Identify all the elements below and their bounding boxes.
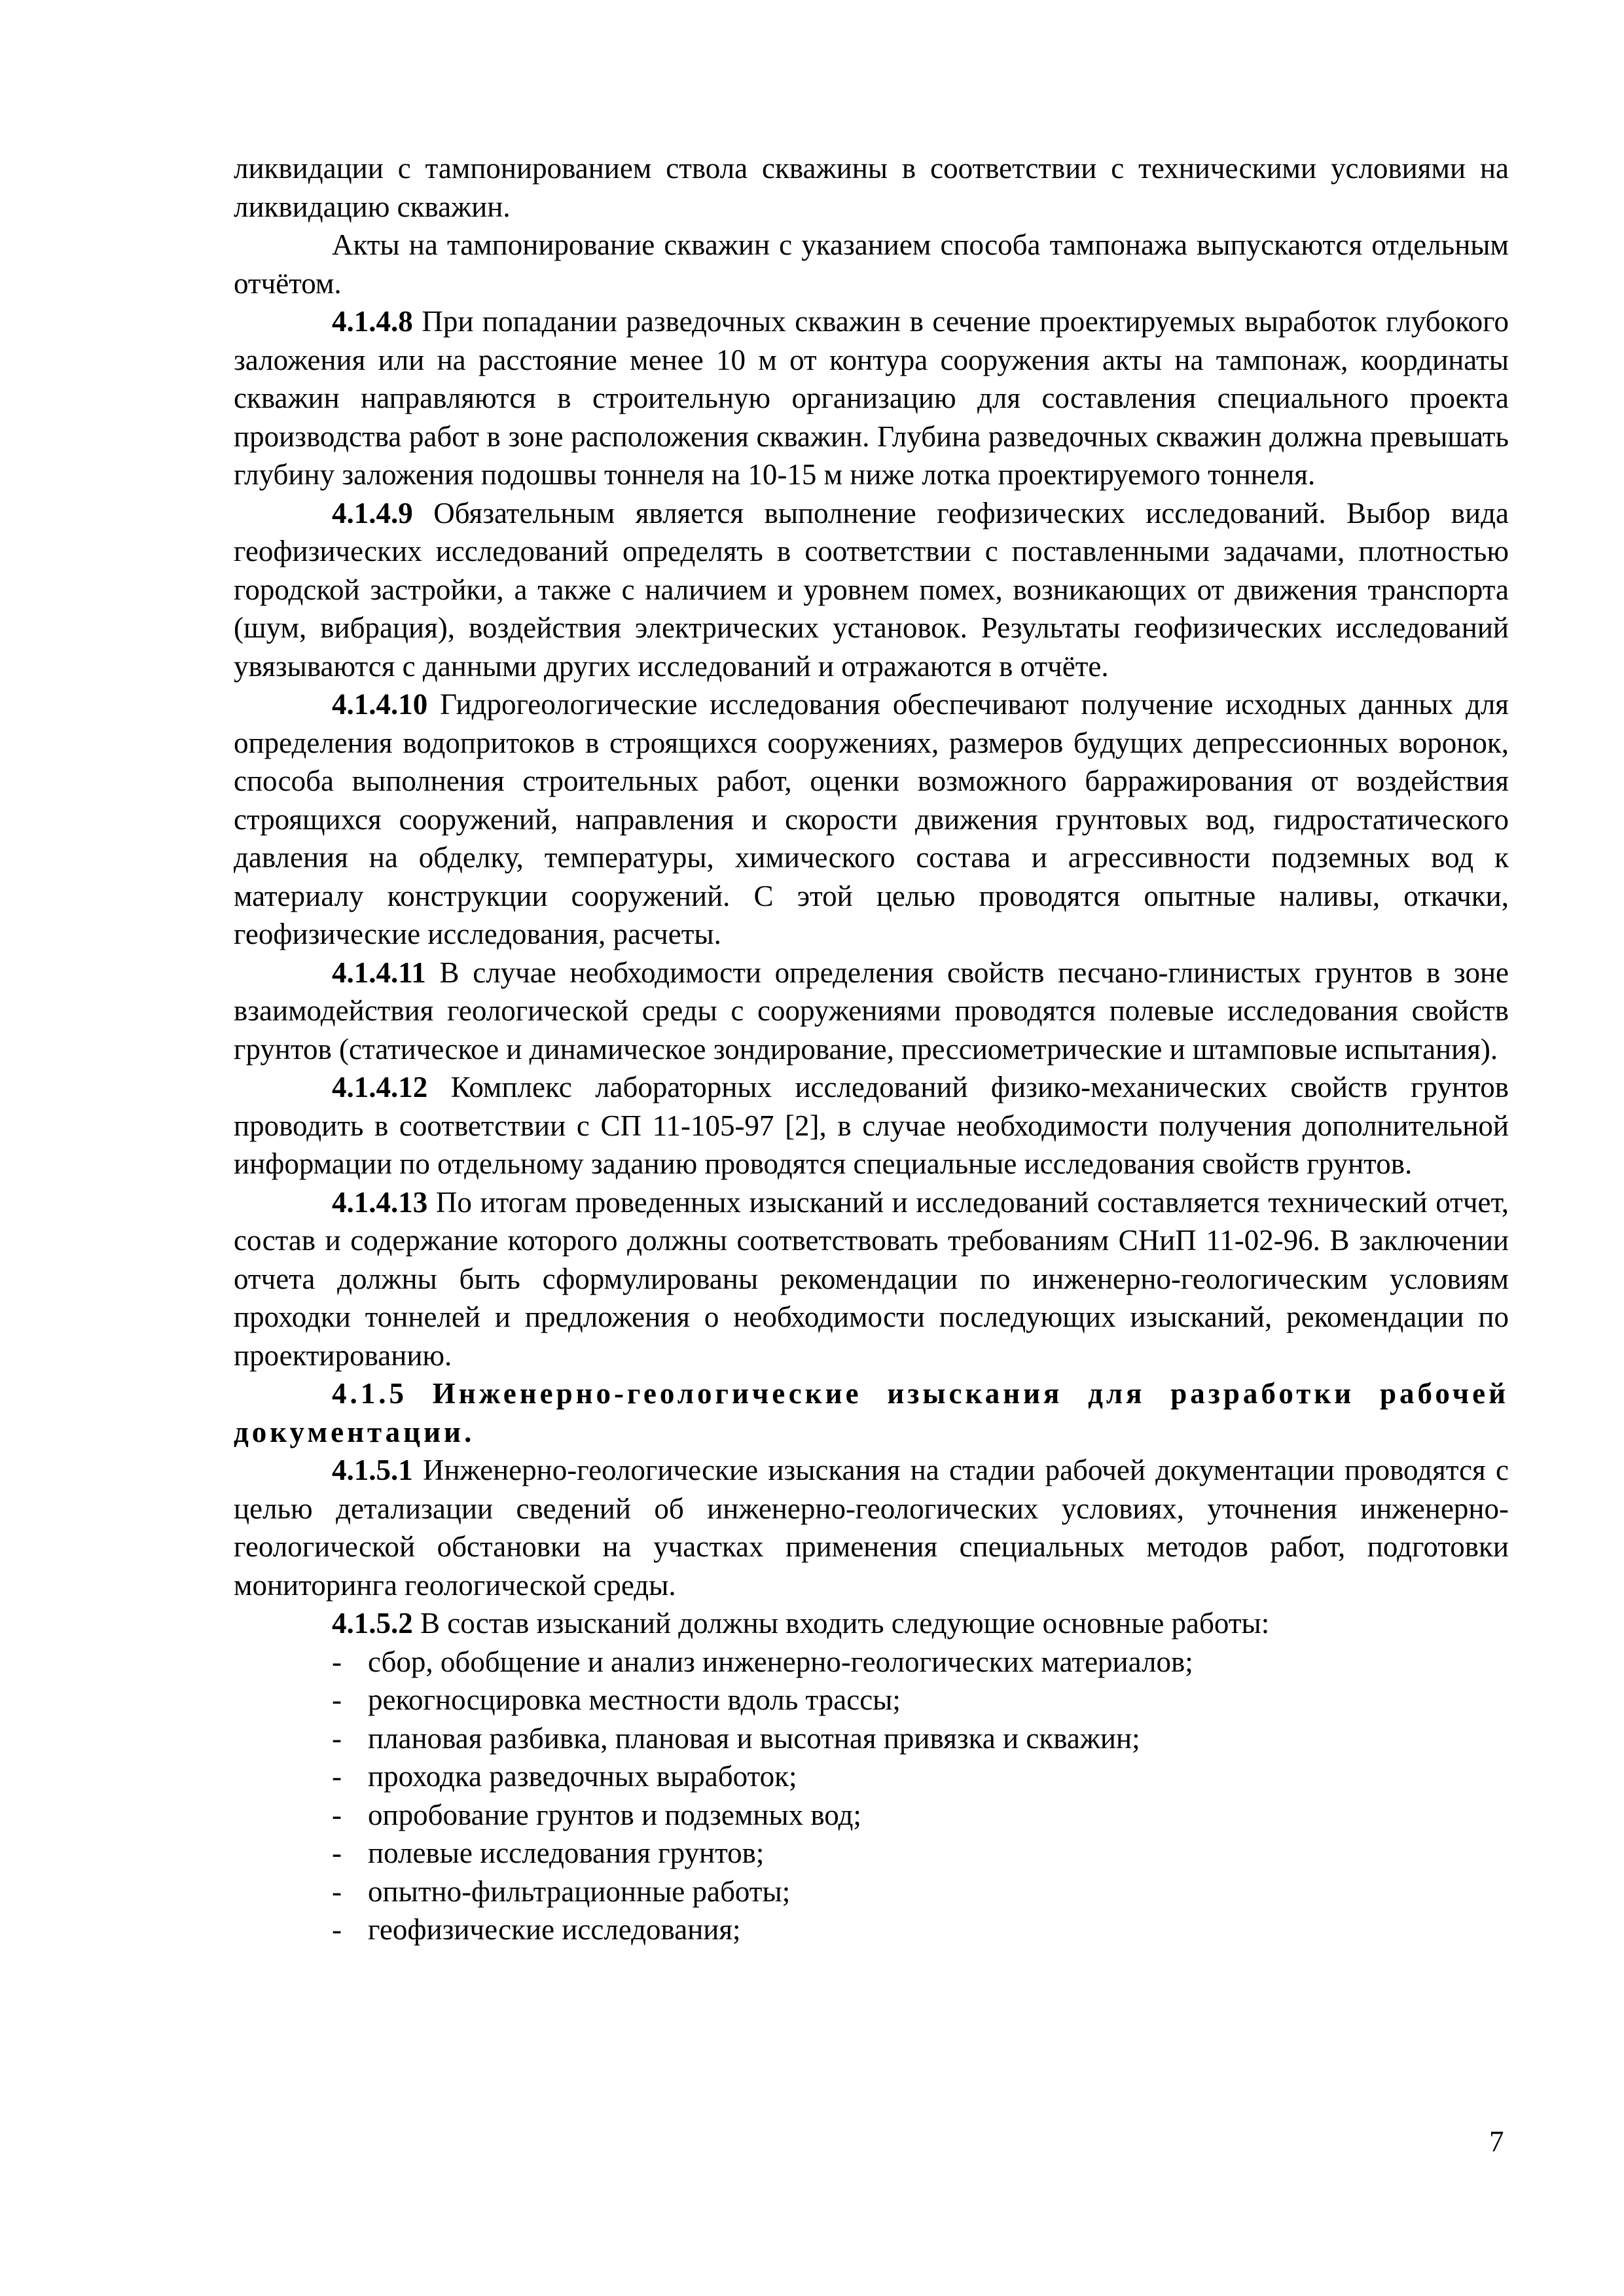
paragraph-4-1-4-8 xyxy=(234,302,1509,494)
list-item xyxy=(332,1719,1509,1758)
paragraph-4-1-4-13 xyxy=(234,1183,1509,1375)
list-dash: - xyxy=(332,1874,342,1908)
clause-number: 4.1.4.13 xyxy=(332,1185,428,1219)
list-item-text: опробование грунтов и подземных вод; xyxy=(368,1798,861,1831)
list-dash: - xyxy=(332,1760,342,1793)
list-item xyxy=(332,1910,1509,1949)
list-item-text: геофизические исследования; xyxy=(368,1913,741,1946)
list-item-text: плановая разбивка, плановая и высотная привязка и скважин; xyxy=(368,1721,1140,1755)
paragraph-4-1-5-2 xyxy=(234,1604,1509,1643)
paragraph-4-1-4-9 xyxy=(234,494,1509,686)
clause-text: В состав изысканий должны входить следующие основные работы: xyxy=(412,1607,1270,1640)
clause-text: По итогам проведенных изысканий и исследований составляется технический отчет, состав и содержание которого должны соответствовать требованиям СНиП 11-02-96. В заключении отчета должны быть сформулированы рекомендации по инженерно-геологическим условиям проходки тоннелей и предложения о необходимости последующих изысканий, рекомендации по проектированию. xyxy=(234,1185,1509,1372)
list-dash: - xyxy=(332,1837,342,1869)
paragraph-continuation: ликвидации с тампонированием ствола скважины в соответствии с техническими условиями на ликвидацию скважин. xyxy=(234,152,1509,223)
list-item xyxy=(332,1873,1509,1911)
clause-number: 4.1.4.9 xyxy=(332,496,413,529)
list-dash: - xyxy=(332,1721,342,1755)
list-item xyxy=(332,1796,1509,1835)
list-item-text: рекогносцировка местности вдоль трассы; xyxy=(368,1683,901,1716)
list-dash: - xyxy=(332,1913,342,1946)
paragraph-acts: Акты на тампонирование скважин с указанием способа тампонажа выпускаются отдельным отчётом. xyxy=(234,228,1509,300)
clause-text: В случае необходимости определения свойств песчано-глинистых грунтов в зоне взаимодействия геологической среды с сооружениями проводятся полевые исследования свойств грунтов (статическое и динамическое зондирование, прессиометрические и штамповые испытания). xyxy=(234,956,1509,1066)
list-item xyxy=(332,1681,1509,1719)
document-page xyxy=(234,149,1509,1949)
section-heading-4-1-5: 4.1.5 Инженерно-геологические изыскания для разработки рабочей документации. xyxy=(234,1377,1509,1448)
list-item xyxy=(332,1757,1509,1796)
list-item-text: проходка разведочных выработок; xyxy=(368,1760,797,1793)
paragraph-4-1-4-10 xyxy=(234,685,1509,954)
list-dash: - xyxy=(332,1798,342,1831)
list-item-text: полевые исследования грунтов; xyxy=(368,1837,765,1869)
clause-text: Комплекс лабораторных исследований физико-механических свойств грунтов проводить в соответствии с СП 11-105-97 [2], в случае необходимости получения дополнительной информации по отдельному заданию проводятся специальные исследования свойств грунтов. xyxy=(234,1071,1509,1180)
list-item-text: сбор, обобщение и анализ инженерно-геологических материалов; xyxy=(368,1645,1193,1678)
clause-number: 4.1.5.2 xyxy=(332,1607,413,1640)
clause-text: Обязательным является выполнение геофизических исследований. Выбор вида геофизических исследований определять в соответствии с поставленными задачами, плотностью городской застройки, а также с наличием и уровнем помех, возникающих от движения транспорта (шум, вибрация), воздействия электрических установок. Результаты геофизических исследований увязываются с данными других исследований и отражаются в отчёте. xyxy=(234,496,1509,683)
clause-text: Инженерно-геологические изыскания на стадии рабочей документации проводятся с целью детализации сведений об инженерно-геологических условиях, уточнения инженерно-геологической обстановки на участках применения специальных методов работ, подготовки мониторинга геологической среды. xyxy=(234,1454,1509,1602)
clause-number: 4.1.4.12 xyxy=(332,1071,428,1103)
clause-number: 4.1.4.8 xyxy=(332,305,413,338)
list-item xyxy=(332,1643,1509,1681)
list-dash: - xyxy=(332,1683,342,1716)
clause-number: 4.1.4.11 xyxy=(332,956,426,989)
paragraph-4-1-5-1 xyxy=(234,1451,1509,1604)
list-dash: - xyxy=(332,1645,342,1678)
clause-number: 4.1.4.10 xyxy=(332,688,428,721)
clause-number: 4.1.5.1 xyxy=(332,1454,413,1486)
paragraph-4-1-4-11 xyxy=(234,954,1509,1069)
list-item xyxy=(332,1834,1509,1873)
clause-text: Гидрогеологические исследования обеспечивают получение исходных данных для определения водопритоков в строящихся сооружениях, размеров будущих депрессионных воронок, способа выполнения строительных работ, оценки возможного барражирования от воздействия строящихся сооружений, направления и скорости движения грунтовых вод, гидростатического давления на обделку, температуры, химического состава и агрессивности подземных вод к материалу конструкции сооружений. С этой целью проводятся опытные наливы, откачки, геофизические исследования, расчеты. xyxy=(234,688,1509,950)
list-item-text: опытно-фильтрационные работы; xyxy=(368,1874,791,1908)
clause-text: При попадании разведочных скважин в сечение проектируемых выработок глубокого заложения или на расстояние менее 10 м от контура сооружения акты на тампонаж, координаты скважин направляются в строительную организацию для составления специального проекта производства работ в зоне расположения скважин. Глубина разведочных скважин должна превышать глубину заложения подошвы тоннеля на 10-15 м ниже лотка проектируемого тоннеля. xyxy=(234,305,1509,491)
works-list xyxy=(234,1643,1509,1949)
paragraph-4-1-4-12 xyxy=(234,1068,1509,1183)
page-number: 7 xyxy=(1489,2125,1504,2158)
